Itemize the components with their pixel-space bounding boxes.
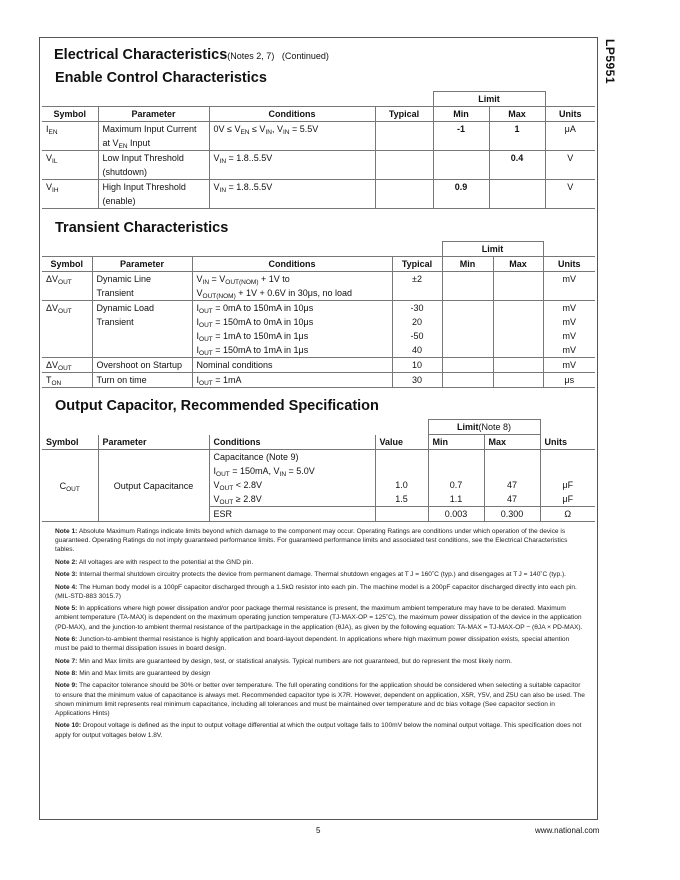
limit-header: Limit	[442, 242, 543, 257]
min-header: Min	[428, 435, 484, 450]
table-row: ESR 0.003 0.300 Ω	[42, 507, 595, 522]
enable-control-table	[42, 91, 595, 209]
enable-control-title: Enable Control Characteristics	[55, 70, 267, 86]
page-number: 5	[316, 826, 321, 835]
conditions-header: Conditions	[209, 107, 375, 122]
limit-header: Limit	[433, 92, 545, 107]
transient-table	[42, 241, 595, 388]
max-header: Max	[493, 257, 543, 272]
note-3: Note 3: Internal thermal shutdown circuitry protects the device from permanent damage. Thermal shutdown engages at T J = 160˚C (typ.) and disengages at T J = 140˚C (typ.).	[55, 571, 566, 579]
note-7: Note 7: Min and Max limits are guaranteed by design, test, or statistical analysis. Typical numbers are not guaranteed, but do represent the most likely norm.	[55, 657, 512, 665]
parameter-header: Parameter	[92, 257, 192, 272]
parameter-header: Parameter	[98, 435, 209, 450]
note-6: Note 6: Junction-to-ambient thermal resistance is highly application and board-layout dependent. In applications where high maximum power dissipation exists, special attention must be paid to thermal dissipation issues in board design.	[55, 635, 570, 653]
transient-characteristics-title: Transient Characteristics	[55, 220, 229, 236]
min-header: Min	[433, 107, 489, 122]
electrical-characteristics-title: Electrical Characteristics(Notes 2, 7) (Continued)	[54, 47, 329, 63]
note-5: Note 5: In applications where high power dissipation and/or poor package thermal resistance is present, the maximum ambient temperature may have to be derated. Maximum ambient temperature (TA-MAX) is dependent on the maximum operating junction temperature (TJ-MAX-OP = 125˚C), the maximum power dissipation of the device in the application (PD-MAX), and the junction-to ambient thermal resistance of the part/package in the application (θJA), as given by the following equation: TA-MAX = TJ-MAX-OP − (θJA × PD-MAX).	[55, 605, 583, 631]
conditions-header: Conditions	[192, 257, 392, 272]
table-row: $\Delta V_{OUT}$ Dynamic Line Transient $V_{IN} = V_{OUT(NOM)} + 1V$ to $V_{OUT(NOM)} + 1V + 0.6V$ in 30μs, no load ±2 mV	[42, 272, 595, 301]
max-header: Max	[484, 435, 540, 450]
output-capacitor-table	[42, 419, 595, 522]
table-row: $V_{IH}$ High Input Threshold (enable) $V_{IN} = 1.8..5.5V$ 0.9 V	[42, 180, 595, 209]
note-9: Note 9: The capacitor tolerance should be 30% or better over temperature. The full operating conditions for the application should be considered when selecting a suitable capacitor to ensure that the minimum value of capacitance is always met. Recommended capacitor type is X7R. However, dependent on application, X5R, Y5V, and Z5U can also be used. The shown minimum limit represents real minimum capacitance, including all tolerances and must be maintained over temperature and dc bias voltage (See capacitor section in Applications Hints)	[55, 682, 585, 717]
typical-header: Typical	[375, 107, 433, 122]
limit-header: Limit(Note 8)	[428, 420, 540, 435]
table-row: $\Delta V_{OUT}$ Dynamic Load Transient $I_{OUT} = 0mA$ to 150mA in 10μs $I_{OUT} = 150mA$ to 0mA in 10μs $I_{OUT} = 1mA$ to 150mA in 1μs $I_{OUT} = 150mA$ to 1mA in 1μs -30 20 -50 40 mV mV mV mV	[42, 301, 595, 358]
note-1: Note 1: Absolute Maximum Ratings indicate limits beyond which damage to the component may occur. Operating Ratings are conditions under which operation of the device is guaranteed. Operating Ratings do not imply guaranteed performance limits. For guaranteed performance limits and associated test conditions, see the Electrical Characteristics tables.	[55, 528, 568, 554]
note-4: Note 4: The Human body model is a 100pF capacitor discharged through a 1.5kΩ resistor into each pin. The machine model is a 200pF capacitor discharged directly into each pin. (MIL-STD-883 3015.7)	[55, 583, 577, 600]
note-10: Note 10: Dropout voltage is defined as the input to output voltage differential at which the output voltage falls to 100mV below the nominal output voltage. This specification does not apply for output voltages below 1.8V.	[55, 722, 582, 739]
symbol-header: Symbol	[42, 435, 98, 450]
symbol-header: Symbol	[42, 107, 98, 122]
part-number-label: LP5951	[603, 39, 617, 85]
units-header: Units	[540, 435, 595, 450]
value-header: Value	[375, 435, 428, 450]
footer-url: www.national.com	[535, 826, 600, 835]
max-header: Max	[489, 107, 545, 122]
parameter-header: Parameter	[98, 107, 209, 122]
footnotes	[55, 527, 585, 743]
conditions-header: Conditions	[209, 435, 375, 450]
note-8: Note 8: Min and Max limits are guaranteed by design	[55, 669, 211, 677]
units-header: Units	[545, 107, 595, 122]
table-row: $V_{IL}$ Low Input Threshold (shutdown) $V_{IN} = 1.8..5.5V$ 0.4 V	[42, 151, 595, 180]
note-2: Note 2: All voltages are with respect to the potential at the GND pin.	[55, 558, 254, 566]
units-header: Units	[543, 257, 595, 272]
output-capacitor-title: Output Capacitor, Recommended Specification	[55, 398, 379, 414]
symbol-header: Symbol	[42, 257, 92, 272]
table-row: $C_{OUT}$ Output Capacitance Capacitance (Note 9) $I_{OUT} = 150mA$, $V_{IN} = 5.0V$ $V_{OUT} < 2.8V$ $V_{OUT} \ge 2.8V$ 1.0 1.5 0.7 1.1 47 47 μF μF	[42, 450, 595, 507]
table-row: $T_{ON}$ Turn on time $I_{OUT} = 1mA$ 30 μs	[42, 373, 595, 388]
typical-header: Typical	[392, 257, 442, 272]
table-row: $\Delta V_{OUT}$ Overshoot on Startup Nominal conditions 10 mV	[42, 358, 595, 373]
table-row: $I_{EN}$ Maximum Input Current at $V_{EN}$ Input $0V \le V_{EN} \le V_{IN}$, $V_{IN} = 5.5V$ -1 1 μA	[42, 122, 595, 151]
min-header: Min	[442, 257, 493, 272]
